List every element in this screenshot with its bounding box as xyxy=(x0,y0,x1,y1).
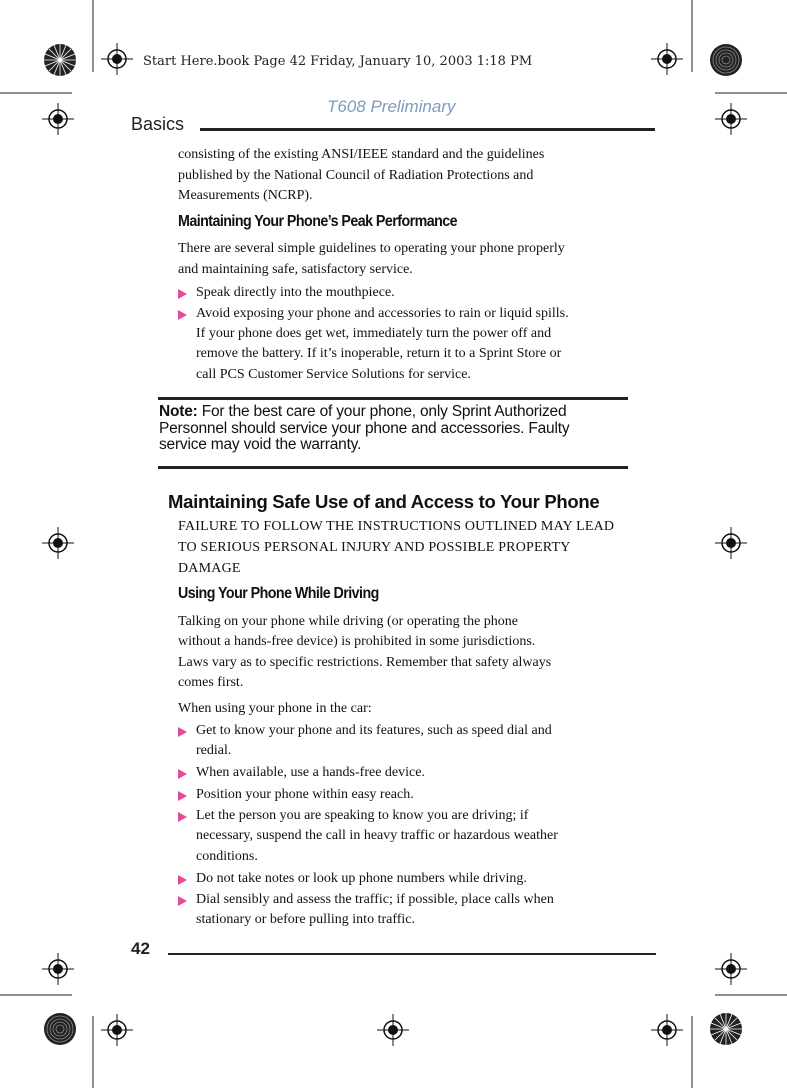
list-item: remove the battery. If it’s inoperable, return it to a Sprint Store or xyxy=(196,346,562,361)
bullet-triangle-icon xyxy=(178,791,187,801)
note-top-rule xyxy=(158,397,628,400)
note-line-3: service may void the warranty. xyxy=(159,436,362,453)
driving-line: Laws vary as to specific restrictions. Remember that safety always xyxy=(178,655,552,670)
header-rule xyxy=(200,128,655,131)
registration-mark-left-upper xyxy=(42,103,74,135)
note-line-2: Personnel should service your phone and accessories. Faulty xyxy=(159,419,570,437)
list-item: Avoid exposing your phone and accessories to rain or liquid spills. xyxy=(196,306,569,321)
bullet-triangle-icon xyxy=(178,727,187,737)
list-item: Dial sensibly and assess the traffic; if possible, place calls when xyxy=(196,892,554,907)
intro-line: consisting of the existing ANSI/IEEE standard and the guidelines xyxy=(178,147,545,162)
peak-line: There are several simple guidelines to operating your phone properly xyxy=(178,241,565,256)
note-text: For the best care of your phone, only Sprint Authorized xyxy=(197,403,567,420)
driving-heading: Using Your Phone While Driving xyxy=(178,585,379,602)
note-box xyxy=(159,404,629,454)
list-item: call PCS Customer Service Solutions for service. xyxy=(196,367,471,382)
car-intro: When using your phone in the car: xyxy=(178,701,372,716)
peak-performance-heading: Maintaining Your Phone’s Peak Performance xyxy=(178,213,458,230)
note-bottom-rule xyxy=(158,466,628,469)
starburst-mark-bottom-right xyxy=(708,1011,744,1047)
peak-line: and maintaining safe, satisfactory service. xyxy=(178,262,413,277)
list-item: necessary, suspend the call in heavy traffic or hazardous weather xyxy=(196,828,558,843)
preliminary-watermark: T608 Preliminary xyxy=(327,97,456,116)
list-item: Speak directly into the mouthpiece. xyxy=(196,285,395,300)
bullet-triangle-icon xyxy=(178,289,187,299)
starburst-mark-bottom-left xyxy=(42,1011,78,1047)
registration-mark-top-right xyxy=(651,43,683,75)
list-item: Position your phone within easy reach. xyxy=(196,787,414,802)
bullet-triangle-icon xyxy=(178,896,187,906)
footer-rule xyxy=(168,953,656,955)
driving-line: comes first. xyxy=(178,675,244,690)
print-header: Start Here.book Page 42 Friday, January 10, 2003 1:18 PM xyxy=(143,54,533,69)
note-line-1 xyxy=(159,404,629,421)
page-number: 42 xyxy=(131,939,150,958)
registration-mark-right-lower xyxy=(715,953,747,985)
list-item: Do not take notes or look up phone numbers while driving. xyxy=(196,871,527,886)
registration-mark-bottom-left xyxy=(101,1014,133,1046)
warning-line: DAMAGE xyxy=(178,561,241,576)
bullet-triangle-icon xyxy=(178,769,187,779)
registration-mark-bottom-right xyxy=(651,1014,683,1046)
list-item: If your phone does get wet, immediately turn the power off and xyxy=(196,326,552,341)
starburst-mark-top-left xyxy=(42,42,78,78)
intro-line: Measurements (NCRP). xyxy=(178,188,313,203)
starburst-mark-top-right xyxy=(708,42,744,78)
registration-mark-right-upper xyxy=(715,103,747,135)
registration-mark-right-middle xyxy=(715,527,747,559)
registration-mark-left-middle xyxy=(42,527,74,559)
registration-mark-bottom-center xyxy=(377,1014,409,1046)
list-item: conditions. xyxy=(196,849,258,864)
safe-use-heading: Maintaining Safe Use of and Access to Your Phone xyxy=(168,491,600,512)
list-item: stationary or before pulling into traffic. xyxy=(196,912,416,927)
list-item: Let the person you are speaking to know you are driving; if xyxy=(196,808,529,823)
bullet-triangle-icon xyxy=(178,310,187,320)
bullet-triangle-icon xyxy=(178,812,187,822)
registration-mark-left-lower xyxy=(42,953,74,985)
bullet-triangle-icon xyxy=(178,875,187,885)
section-title: Basics xyxy=(131,114,185,134)
warning-line: FAILURE TO FOLLOW THE INSTRUCTIONS OUTLINED MAY LEAD xyxy=(178,519,615,534)
list-item: Get to know your phone and its features, such as speed dial and xyxy=(196,723,552,738)
list-item: redial. xyxy=(196,743,232,758)
registration-mark-top-left xyxy=(101,43,133,75)
note-label: Note: xyxy=(159,403,198,420)
intro-line: published by the National Council of Radiation Protections and xyxy=(178,168,534,183)
warning-line: TO SERIOUS PERSONAL INJURY AND POSSIBLE PROPERTY xyxy=(178,540,571,555)
driving-line: without a hands-free device) is prohibited in some jurisdictions. xyxy=(178,634,536,649)
driving-line: Talking on your phone while driving (or operating the phone xyxy=(178,614,518,629)
list-item: When available, use a hands-free device. xyxy=(196,765,425,780)
